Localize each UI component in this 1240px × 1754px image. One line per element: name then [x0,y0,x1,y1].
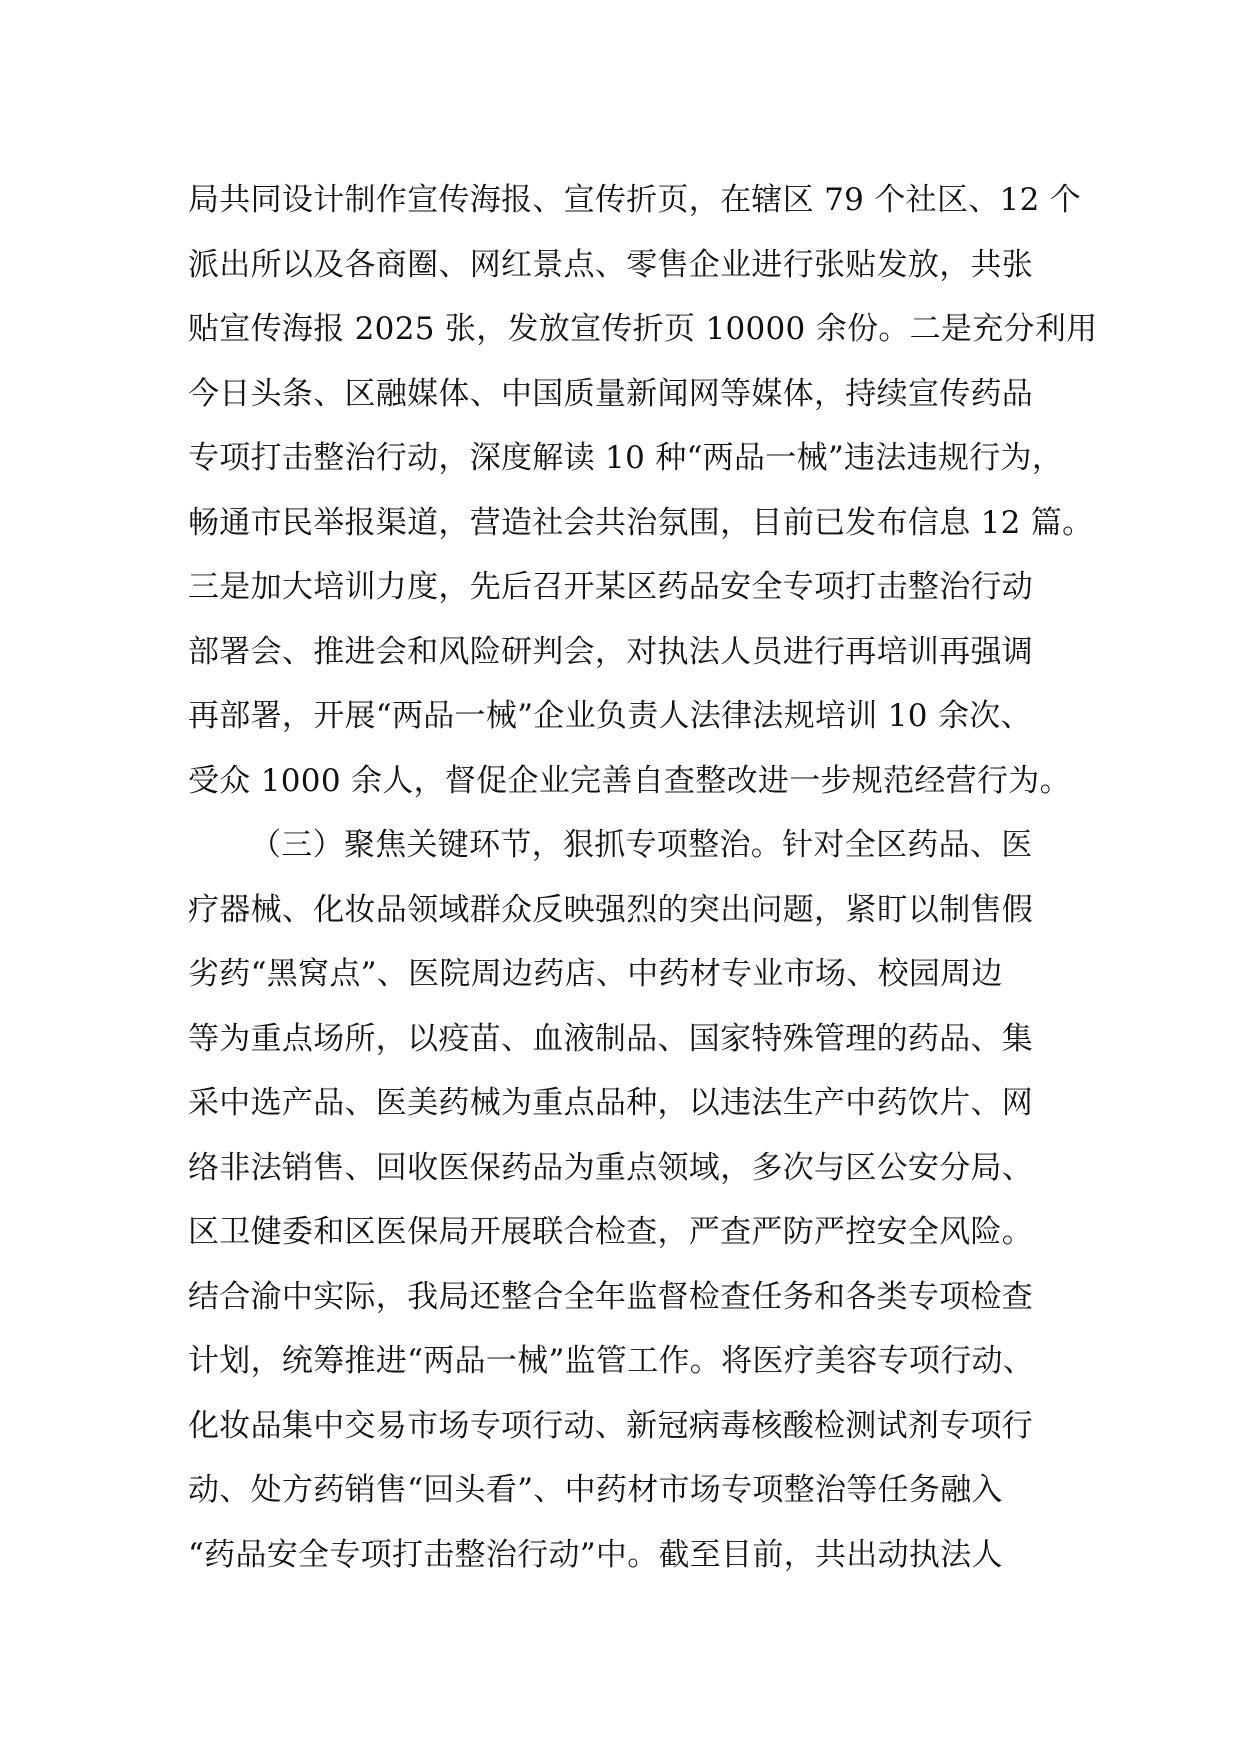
text-line: 专项打击整治行动，深度解读 10 种“两品一械”违法违规行为， [188,440,1064,476]
text-line: 畅通市民举报渠道，营造社会共治氛围，目前已发布信息 12 篇。 [188,504,1094,541]
text-line: 化妆品集中交易市场专项行动、新冠病毒核酸检测试剂专项行 [188,1407,1034,1444]
text-line: 局共同设计制作宣传海报、宣传折页，在辖区 79 个社区、12 个 [188,182,1082,218]
text-line: “药品安全专项打击整治行动”中。截至目前，共出动执法人 [188,1536,1003,1573]
text-line: 计划，统筹推进“两品一械”监管工作。将医疗美容专项行动、 [188,1343,1035,1379]
text-line: 区卫健委和区医保局开展联合检查，严查严防严控安全风险。 [188,1214,1034,1250]
text-line: 络非法销售、回收医保药品为重点领域，多次与区公安分局、 [188,1149,1034,1186]
section-heading-line: （三）聚焦关键环节，狠抓专项整治。针对全区药品、医 [250,827,1033,863]
text-line: 三是加大培训力度，先后召开某区药品安全专项打击整治行动 [188,569,1034,605]
text-line: 结合渝中实际，我局还整合全年监督检查任务和各类专项检查 [188,1278,1034,1315]
text-line: 受众 1000 余人，督促企业完善自查整改进一步规范经营行为。 [188,762,1071,799]
text-line: 派出所以及各商圈、网红景点、零售企业进行张贴发放，共张 [188,246,1034,283]
document-body [188,168,1098,1587]
text-line: 等为重点场所，以疫苗、血液制品、国家特殊管理的药品、集 [188,1020,1034,1057]
text-line: 劣药“黑窝点”、医院周边药店、中药材专业市场、校园周边 [188,956,1003,992]
text-line: 动、处方药销售“回头看”、中药材市场专项整治等任务融入 [188,1472,1003,1508]
text-line: 再部署，开展“两品一械”企业负责人法律法规培训 10 余次、 [188,698,1032,734]
text-line: 部署会、推进会和风险研判会，对执法人员进行再培训再强调 [188,633,1034,670]
text-line: 采中选产品、医美药械为重点品种，以违法生产中药饮片、网 [188,1085,1034,1121]
text-line: 贴宣传海报 2025 张，发放宣传折页 10000 余份。二是充分利用 [188,311,1098,347]
text-line: 今日头条、区融媒体、中国质量新闻网等媒体，持续宣传药品 [188,375,1034,412]
text-line: 疗器械、化妆品领域群众反映强烈的突出问题，紧盯以制售假 [188,891,1034,928]
